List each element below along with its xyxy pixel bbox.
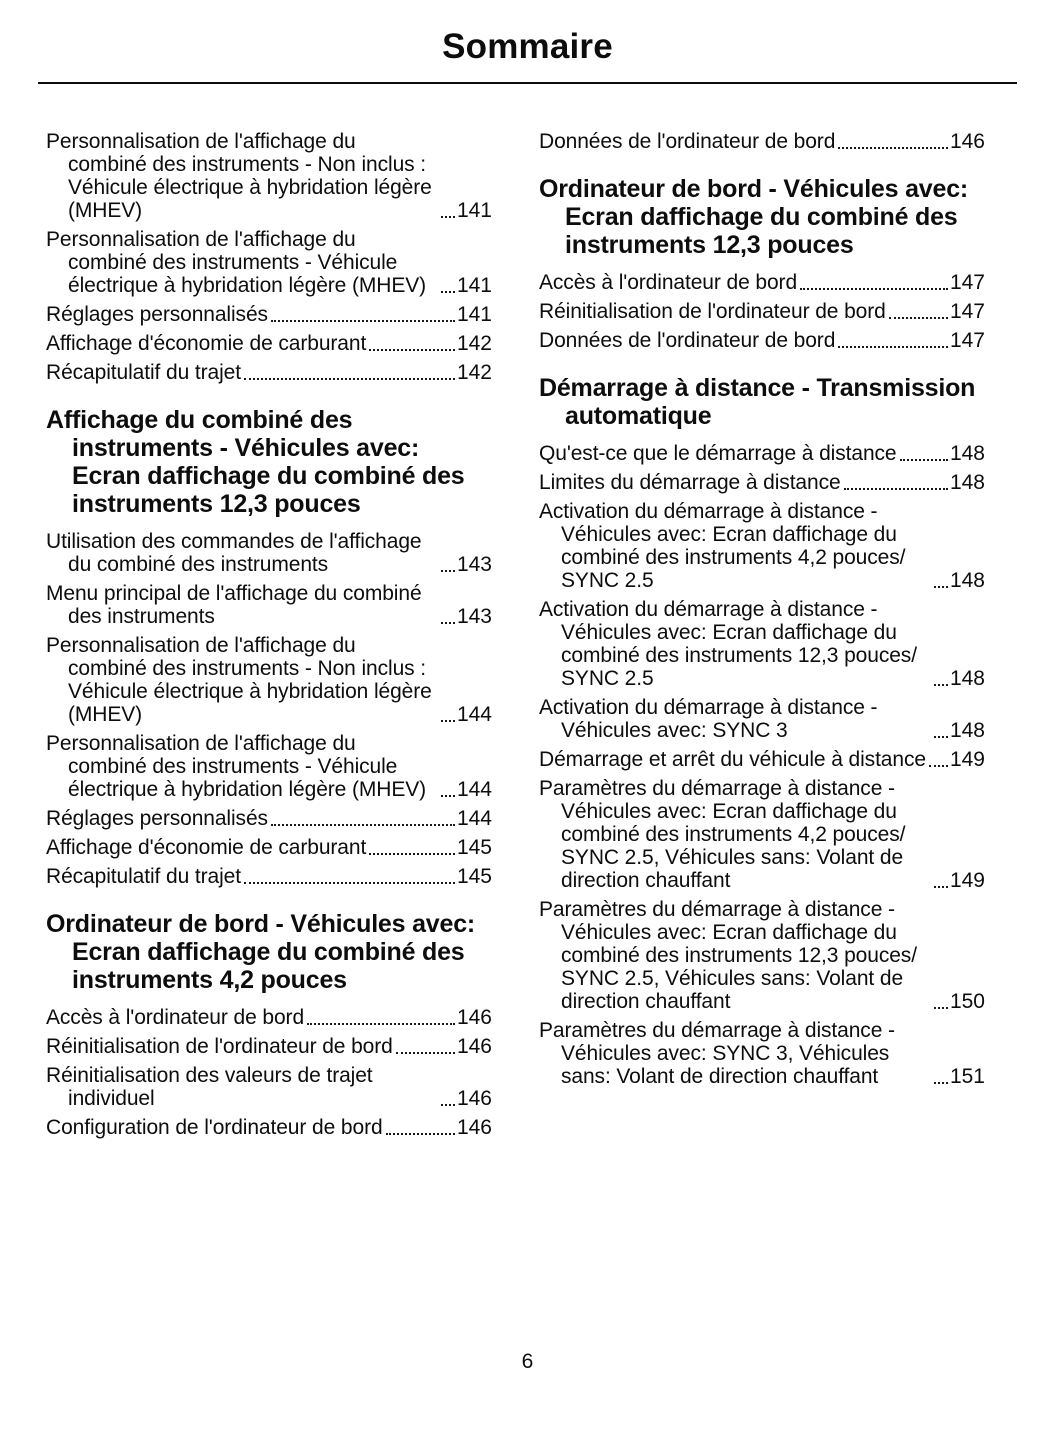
toc-dot-leader bbox=[441, 622, 455, 624]
toc-entry-page-number: 148 bbox=[949, 667, 985, 690]
toc-dot-leader bbox=[934, 684, 948, 686]
toc-entry-title: Réglages personnalisés bbox=[46, 303, 268, 326]
toc-dot-leader bbox=[441, 1104, 455, 1106]
toc-entry bbox=[46, 807, 492, 830]
toc-dot-leader bbox=[929, 765, 948, 767]
toc-entry-title: Qu'est-ce que le démarrage à distance bbox=[539, 442, 897, 465]
toc-entry-page-number: 148 bbox=[949, 471, 985, 494]
toc-entry-title: Paramètres du démarrage à distance - Véhicules avec: Ecran daffichage du combiné des instruments 4,2 pouces/ SYNC 2.5, Véhicules sans: Volant de direction chauffant bbox=[539, 777, 906, 892]
toc-entry-title: Démarrage et arrêt du véhicule à distance bbox=[539, 748, 926, 771]
toc-entry-page-number: 146 bbox=[456, 1116, 492, 1139]
toc-entry-page-number: 148 bbox=[949, 442, 985, 465]
toc-dot-leader bbox=[934, 886, 948, 888]
toc-dot-leader bbox=[934, 1007, 948, 1009]
toc-entry bbox=[46, 303, 492, 326]
toc-entry-page-number: 142 bbox=[456, 332, 492, 355]
toc-entry-page-number: 148 bbox=[949, 719, 985, 742]
toc-entry bbox=[46, 1006, 492, 1029]
toc-entry-title: Accès à l'ordinateur de bord bbox=[46, 1006, 305, 1029]
toc-entry bbox=[539, 300, 985, 323]
toc-dot-leader bbox=[900, 459, 948, 461]
toc-entry-title: Récapitulatif du trajet bbox=[46, 865, 241, 888]
toc-entry bbox=[46, 582, 492, 628]
toc-dot-leader bbox=[396, 1052, 455, 1054]
toc-entry-page-number: 146 bbox=[456, 1006, 492, 1029]
toc-dot-leader bbox=[307, 1023, 455, 1025]
toc-entry bbox=[539, 696, 985, 742]
toc-entry-page-number: 147 bbox=[949, 329, 985, 352]
toc-section-heading: Ordinateur de bord - Véhicules avec: Ecran daffichage du combiné des instruments 12,3 pouces bbox=[539, 175, 969, 259]
toc-dot-leader bbox=[369, 349, 455, 351]
toc-entry-page-number: 146 bbox=[456, 1087, 492, 1110]
header-divider bbox=[38, 82, 1017, 84]
toc-entry-page-number: 151 bbox=[949, 1065, 985, 1088]
toc-entry-page-number: 148 bbox=[949, 569, 985, 592]
toc-entry-title: Limites du démarrage à distance bbox=[539, 471, 841, 494]
toc-entry bbox=[46, 361, 492, 384]
toc-entry-title: Réinitialisation de l'ordinateur de bord bbox=[46, 1035, 393, 1058]
toc-entry-title: Réinitialisation des valeurs de trajet individuel bbox=[46, 1064, 373, 1110]
toc-column-right bbox=[539, 130, 985, 1094]
toc-entry-title: Menu principal de l'affichage du combiné des instruments bbox=[46, 582, 422, 628]
toc-entry-page-number: 147 bbox=[949, 300, 985, 323]
toc-entry bbox=[539, 777, 985, 892]
toc-entry bbox=[46, 130, 492, 222]
toc-entry bbox=[539, 329, 985, 352]
toc-entry bbox=[46, 1035, 492, 1058]
toc-dot-leader bbox=[838, 147, 948, 149]
toc-entry-title: Affichage d'économie de carburant bbox=[46, 332, 367, 355]
toc-entry-title: Personnalisation de l'affichage du combiné des instruments - Véhicule électrique à hybridation légère (MHEV) bbox=[46, 228, 427, 297]
footer-page-number: 6 bbox=[521, 1350, 534, 1373]
toc-entry-page-number: 145 bbox=[456, 836, 492, 859]
toc-entry-title: Activation du démarrage à distance - Véhicules avec: Ecran daffichage du combiné des instruments 12,3 pouces/ SYNC 2.5 bbox=[539, 598, 917, 690]
toc-dot-leader bbox=[934, 736, 948, 738]
toc-entry-page-number: 144 bbox=[456, 807, 492, 830]
toc-dot-leader bbox=[934, 1082, 948, 1084]
toc-entry bbox=[46, 836, 492, 859]
toc-dot-leader bbox=[441, 291, 455, 293]
toc-entry-page-number: 143 bbox=[456, 605, 492, 628]
toc-dot-leader bbox=[271, 824, 455, 826]
toc-entry-page-number: 149 bbox=[949, 748, 985, 771]
toc-entry-page-number: 150 bbox=[949, 990, 985, 1013]
toc-entry-page-number: 146 bbox=[456, 1035, 492, 1058]
toc-entry-title: Activation du démarrage à distance - Véhicules avec: Ecran daffichage du combiné des instruments 4,2 pouces/ SYNC 2.5 bbox=[539, 500, 906, 592]
toc-entry bbox=[46, 332, 492, 355]
toc-dot-leader bbox=[889, 317, 948, 319]
toc-section-heading: Démarrage à distance - Transmission automatique bbox=[539, 374, 976, 430]
toc-entry-title: Paramètres du démarrage à distance - Véhicules avec: Ecran daffichage du combiné des instruments 12,3 pouces/ SYNC 2.5, Véhicules sans: Volant de direction chauffant bbox=[539, 898, 917, 1013]
toc-entry-title: Configuration de l'ordinateur de bord bbox=[46, 1116, 383, 1139]
toc-dot-leader bbox=[441, 570, 455, 572]
toc-dot-leader bbox=[386, 1133, 455, 1135]
toc-entry-page-number: 142 bbox=[456, 361, 492, 384]
toc-entry bbox=[46, 634, 492, 726]
toc-entry bbox=[539, 130, 985, 153]
toc-dot-leader bbox=[934, 586, 948, 588]
toc-entry-title: Affichage d'économie de carburant bbox=[46, 836, 367, 859]
toc-entry bbox=[539, 898, 985, 1013]
toc-entry bbox=[539, 598, 985, 690]
toc-dot-leader bbox=[441, 216, 455, 218]
toc-entry bbox=[539, 500, 985, 592]
toc-entry-page-number: 145 bbox=[456, 865, 492, 888]
toc-entry bbox=[46, 228, 492, 297]
toc-entry bbox=[46, 732, 492, 801]
toc-dot-leader bbox=[838, 346, 948, 348]
toc-entry-page-number: 146 bbox=[949, 130, 985, 153]
toc-dot-leader bbox=[244, 378, 455, 380]
toc-entry bbox=[539, 748, 985, 771]
toc-entry-title: Paramètres du démarrage à distance - Véhicules avec: SYNC 3, Véhicules sans: Volant de direction chauffant bbox=[539, 1019, 895, 1088]
toc-entry-title: Accès à l'ordinateur de bord bbox=[539, 271, 798, 294]
toc-entry-title: Données de l'ordinateur de bord bbox=[539, 130, 836, 153]
toc-entry bbox=[539, 271, 985, 294]
toc-entry-page-number: 143 bbox=[456, 553, 492, 576]
toc-entry-title: Personnalisation de l'affichage du combiné des instruments - Non inclus : Véhicule électrique à hybridation légère (MHEV) bbox=[46, 634, 432, 726]
toc-dot-leader bbox=[800, 288, 948, 290]
toc-dot-leader bbox=[441, 795, 455, 797]
toc-dot-leader bbox=[244, 882, 455, 884]
toc-dot-leader bbox=[369, 853, 455, 855]
toc-columns bbox=[46, 130, 985, 1145]
toc-entry bbox=[46, 865, 492, 888]
toc-entry-page-number: 149 bbox=[949, 869, 985, 892]
toc-entry-page-number: 147 bbox=[949, 271, 985, 294]
toc-entry bbox=[46, 1116, 492, 1139]
toc-entry-title: Récapitulatif du trajet bbox=[46, 361, 241, 384]
toc-dot-leader bbox=[844, 488, 948, 490]
toc-entry-page-number: 141 bbox=[456, 303, 492, 326]
toc-dot-leader bbox=[271, 320, 455, 322]
toc-entry-page-number: 141 bbox=[456, 274, 492, 297]
toc-entry bbox=[46, 530, 492, 576]
toc-entry-title: Réglages personnalisés bbox=[46, 807, 268, 830]
page-title: Sommaire bbox=[442, 27, 613, 66]
toc-entry bbox=[539, 471, 985, 494]
toc-column-left bbox=[46, 130, 492, 1145]
toc-entry bbox=[539, 442, 985, 465]
toc-entry-title: Activation du démarrage à distance - Véhicules avec: SYNC 3 bbox=[539, 696, 878, 742]
toc-section-heading: Ordinateur de bord - Véhicules avec: Ecran daffichage du combiné des instruments 4,2 pouces bbox=[46, 910, 476, 994]
toc-entry bbox=[539, 1019, 985, 1088]
toc-section-heading: Affichage du combiné des instruments - Véhicules avec: Ecran daffichage du combiné des instruments 12,3 pouces bbox=[46, 406, 465, 518]
toc-entry-page-number: 144 bbox=[456, 778, 492, 801]
toc-entry-page-number: 141 bbox=[456, 199, 492, 222]
toc-entry-title: Réinitialisation de l'ordinateur de bord bbox=[539, 300, 886, 323]
toc-entry-title: Données de l'ordinateur de bord bbox=[539, 329, 836, 352]
toc-dot-leader bbox=[441, 720, 455, 722]
toc-entry-title: Personnalisation de l'affichage du combiné des instruments - Non inclus : Véhicule électrique à hybridation légère (MHEV) bbox=[46, 130, 432, 222]
toc-entry-title: Utilisation des commandes de l'affichage du combiné des instruments bbox=[46, 530, 422, 576]
toc-entry bbox=[46, 1064, 492, 1110]
toc-entry-title: Personnalisation de l'affichage du combiné des instruments - Véhicule électrique à hybridation légère (MHEV) bbox=[46, 732, 427, 801]
toc-entry-page-number: 144 bbox=[456, 703, 492, 726]
